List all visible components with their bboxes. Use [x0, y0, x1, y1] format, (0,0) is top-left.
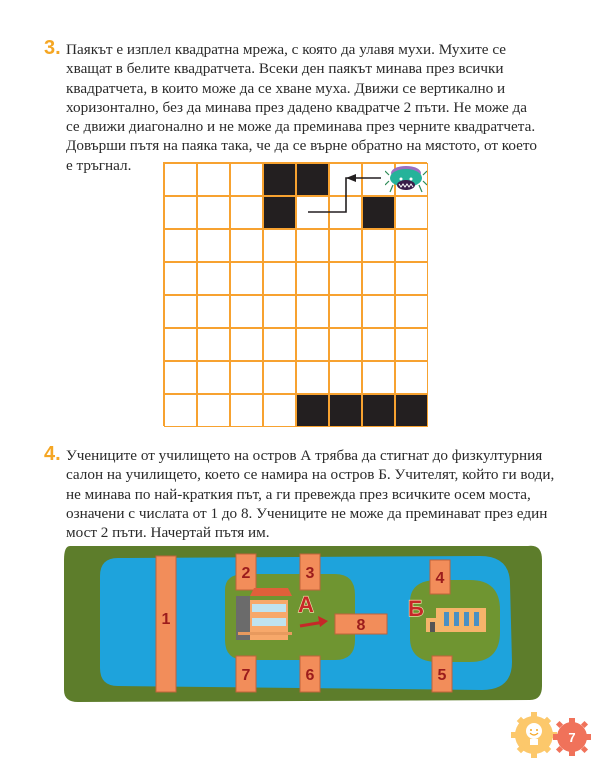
white-cell[interactable] — [329, 163, 362, 196]
white-cell[interactable] — [164, 361, 197, 394]
text-line: хващат в белите квадратчета. Всеки ден паякът минава през всички — [66, 60, 504, 78]
white-cell[interactable] — [230, 361, 263, 394]
white-cell[interactable] — [329, 328, 362, 361]
white-cell[interactable] — [164, 196, 197, 229]
task-number: 4. — [44, 443, 61, 465]
island-b-label: Б — [408, 596, 424, 621]
page-number-badge — [510, 708, 595, 763]
white-cell[interactable] — [362, 295, 395, 328]
white-cell[interactable] — [230, 394, 263, 427]
white-cell[interactable] — [230, 163, 263, 196]
bridge-map — [60, 540, 545, 705]
task-3 — [44, 37, 564, 175]
white-cell[interactable] — [164, 163, 197, 196]
text-line: салон на училището, което се намира на остров Б. Учителят, който ги води, — [66, 466, 555, 484]
white-cell[interactable] — [329, 196, 362, 229]
black-cell — [362, 196, 395, 229]
white-cell[interactable] — [197, 295, 230, 328]
white-cell[interactable] — [197, 262, 230, 295]
bridge-label: 6 — [305, 667, 315, 684]
white-cell[interactable] — [296, 295, 329, 328]
white-cell[interactable] — [329, 361, 362, 394]
white-cell[interactable] — [197, 163, 230, 196]
text-line: се движи диагонално и не може да преминава през черните квадратчета. — [66, 118, 536, 136]
bridge-label: 2 — [241, 565, 251, 582]
white-cell[interactable] — [164, 328, 197, 361]
white-cell[interactable] — [329, 262, 362, 295]
bridge-label: 1 — [161, 611, 171, 628]
black-cell — [263, 163, 296, 196]
text-line: е тръгнал. — [66, 156, 132, 174]
lightbulb-gear-icon — [511, 712, 557, 758]
bridge-label: 4 — [435, 570, 445, 587]
white-cell[interactable] — [197, 328, 230, 361]
white-cell[interactable] — [329, 295, 362, 328]
white-cell[interactable] — [164, 262, 197, 295]
bridge-label: 7 — [241, 667, 251, 684]
white-cell[interactable] — [197, 361, 230, 394]
white-cell[interactable] — [362, 328, 395, 361]
white-cell[interactable] — [263, 328, 296, 361]
page-number: 7 — [568, 730, 576, 745]
white-cell[interactable] — [263, 229, 296, 262]
bridge-label: 8 — [356, 617, 366, 634]
bridge-2[interactable] — [236, 554, 256, 590]
bridge-3[interactable] — [300, 554, 320, 590]
bridge-4[interactable] — [430, 560, 450, 594]
bridge-label: 5 — [437, 667, 447, 684]
white-cell[interactable] — [230, 328, 263, 361]
white-cell[interactable] — [362, 262, 395, 295]
white-cell[interactable] — [164, 229, 197, 262]
white-cell[interactable] — [230, 262, 263, 295]
bridge-label: 3 — [305, 565, 315, 582]
white-cell[interactable] — [296, 196, 329, 229]
white-cell[interactable] — [395, 229, 428, 262]
white-cell[interactable] — [296, 328, 329, 361]
spider-web-grid[interactable] — [163, 162, 427, 426]
black-cell — [296, 163, 329, 196]
bridge-7[interactable] — [236, 656, 256, 692]
white-cell[interactable] — [362, 361, 395, 394]
white-cell[interactable] — [197, 394, 230, 427]
bridge-6[interactable] — [300, 656, 320, 692]
white-cell[interactable] — [230, 196, 263, 229]
text-line: Довърши пътя на паяка така, че да се върне обратно на мястото, от което — [66, 137, 537, 155]
white-cell[interactable] — [395, 328, 428, 361]
white-cell[interactable] — [230, 229, 263, 262]
bridge-8[interactable] — [335, 614, 387, 634]
white-cell[interactable] — [296, 229, 329, 262]
white-cell[interactable] — [263, 295, 296, 328]
white-cell[interactable] — [329, 229, 362, 262]
white-cell[interactable] — [164, 295, 197, 328]
task-number: 3. — [44, 37, 61, 59]
white-cell[interactable] — [362, 229, 395, 262]
bridge-5[interactable] — [432, 656, 452, 692]
white-cell[interactable] — [197, 229, 230, 262]
white-cell[interactable] — [296, 361, 329, 394]
text-line: мост 2 пъти. Начертай пътя им. — [66, 524, 270, 542]
text-line: не минава по най-краткия път, а ги превежда през всичките осем моста, — [66, 485, 531, 503]
black-cell — [395, 394, 428, 427]
white-cell[interactable] — [395, 262, 428, 295]
task-text — [66, 40, 564, 175]
white-cell[interactable] — [230, 295, 263, 328]
black-cell — [329, 394, 362, 427]
text-line: Паякът е изплел квадратна мрежа, с която да улавя мухи. Мухите се — [66, 41, 507, 58]
white-cell[interactable] — [263, 361, 296, 394]
text-line: хоризонтално, без да минава през дадено квадратче 2 пъти. Не може да — [66, 98, 528, 116]
bridge-1[interactable] — [156, 556, 176, 692]
white-cell[interactable] — [296, 262, 329, 295]
white-cell[interactable] — [395, 295, 428, 328]
black-cell — [362, 394, 395, 427]
text-line: Учениците от училището на остров А трябва да стигнат до физкултурния — [66, 447, 543, 464]
spider-icon — [385, 163, 427, 195]
white-cell[interactable] — [395, 361, 428, 394]
task-4 — [44, 443, 564, 542]
island-a-label: А — [298, 592, 314, 617]
black-cell — [296, 394, 329, 427]
white-cell[interactable] — [197, 196, 230, 229]
white-cell[interactable] — [164, 394, 197, 427]
black-cell — [263, 196, 296, 229]
task-text — [66, 446, 564, 542]
text-line: означени с числата от 1 до 8. Учениците не може да преминават през един — [66, 504, 548, 522]
white-cell[interactable] — [395, 196, 428, 229]
text-line: квадратчета, в които може да се хване муха. Движи се вертикално и — [66, 79, 506, 97]
white-cell[interactable] — [263, 394, 296, 427]
white-cell[interactable] — [263, 262, 296, 295]
